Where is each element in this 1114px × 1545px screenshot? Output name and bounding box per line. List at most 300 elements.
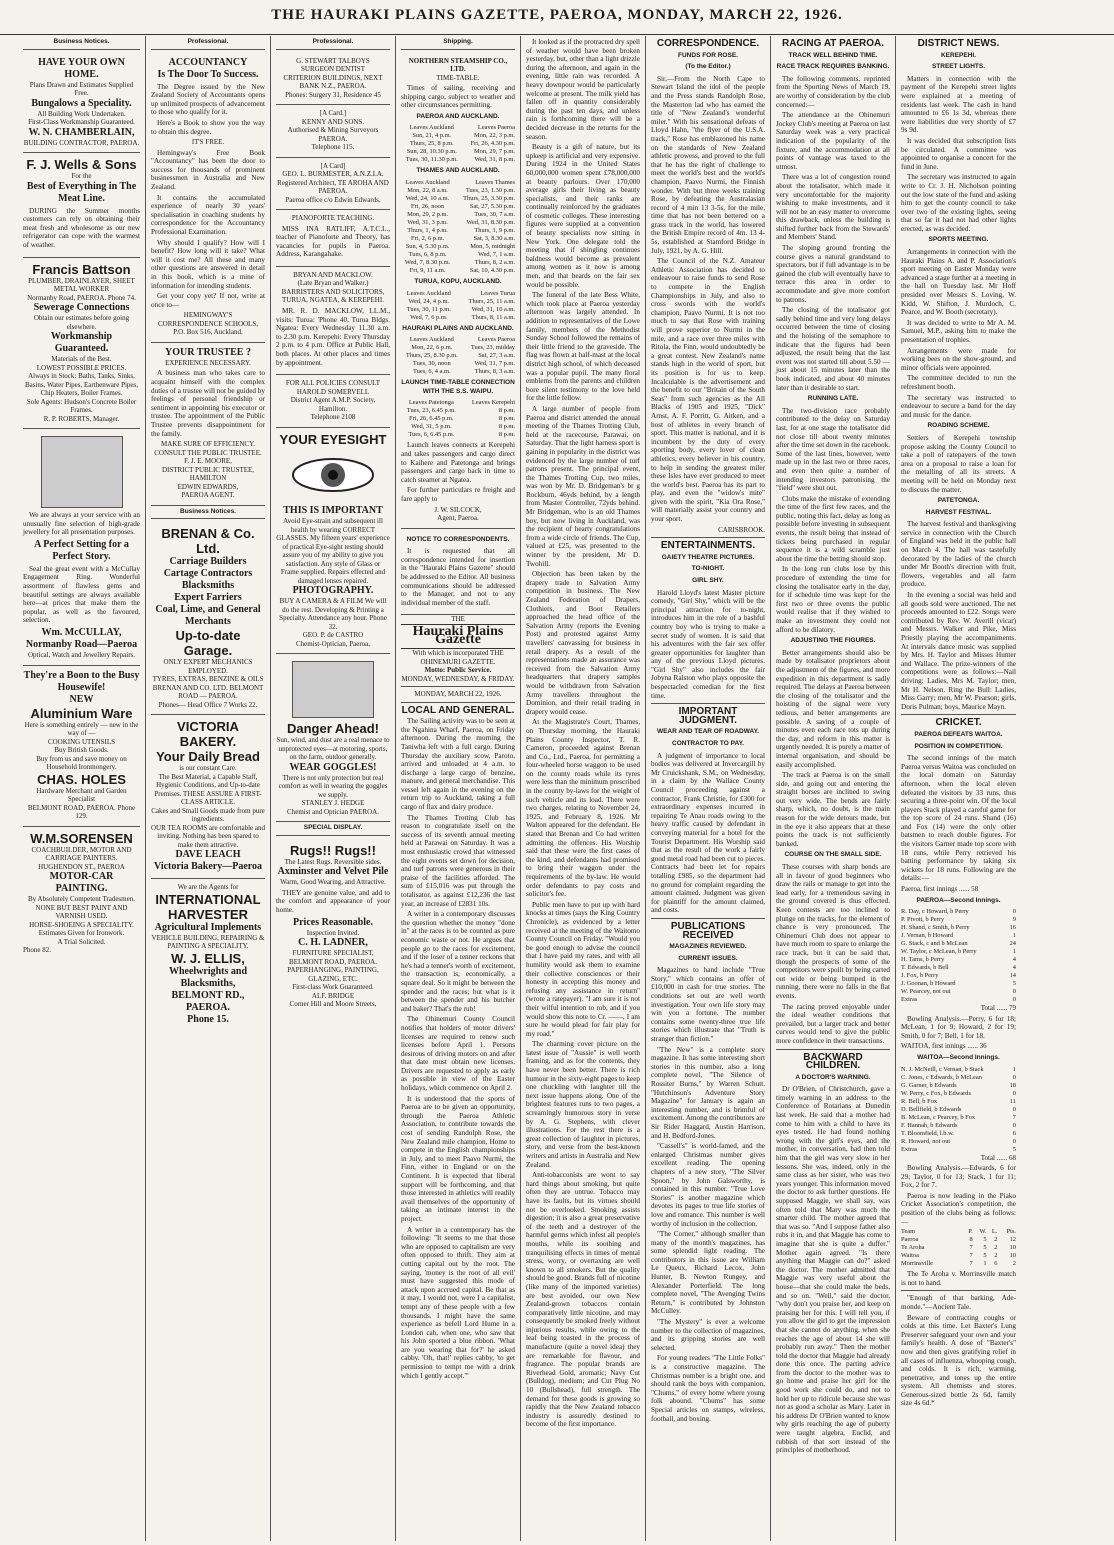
- ad-address: Paeroa office c/o Edwin Edwards.: [285, 195, 381, 204]
- bowling-analysis: Bowling Analysis.—Edwards, 6 for 29; Taylor, 0 for 13; Stack, 1 for 11; Fox, 2 for 7.: [901, 1164, 1016, 1190]
- ad-line: Obtain our estimates before going elsewhere.: [33, 314, 130, 331]
- table-row: [401, 368, 515, 376]
- table-cell: Fri, 2, 6 p.m.: [410, 235, 445, 243]
- table-cell: 0: [1012, 988, 1016, 996]
- ad-role: Hardware Merchant and Garden Specialist: [36, 786, 127, 803]
- table-cell: G. Garner, b Edwards: [901, 1081, 957, 1089]
- ad-line: EXPERIENCE NECESSARY.: [165, 358, 251, 367]
- article-paragraph: The racing proved enjoyable under the ideal weather conditions that prevailed, but a larger track and better curves would tend to give the public more confidence in their transactions.: [776, 1002, 890, 1045]
- table-cell: 1: [983, 1260, 987, 1268]
- ad-title: ACCOUNTANCY: [168, 56, 248, 68]
- table-row: [401, 227, 515, 235]
- table-cell: D. Bellfield, b Edwards: [901, 1105, 962, 1113]
- article-subtitle: STREET LIGHTS.: [931, 63, 986, 71]
- table-cell: B. McLean, c Pearcey, b Fox: [901, 1113, 976, 1121]
- table-cell: Wed, 31, 3 p.m.: [407, 219, 448, 227]
- ad-somervell: [276, 375, 390, 428]
- ad-paragraph: Here's a Book to show you the way to obtain this degree.: [151, 118, 265, 136]
- table-cell: Mon, 22, 3 p.m.: [473, 132, 515, 140]
- nameplate-motto: Motto: Public Service.: [424, 666, 492, 675]
- article-paragraph: For young readers "The Little Folks" is a constructive magazine. The Christmas number is a bright one, and should rank the boys with companion, "Chums," of every home where young folk abound. "Chums" has some Special articles on stamps, wireless, football, and boxing.: [651, 1354, 765, 1423]
- table-row: [401, 314, 515, 322]
- table-row: [401, 352, 515, 360]
- section-label: Business Notices.: [151, 506, 265, 520]
- table-cell: R. Day, c Howard, b Perry: [901, 908, 969, 916]
- ad-line: INTERNATIONAL HARVESTER: [155, 891, 261, 922]
- ad-body: For further particulars re freight and fare apply to: [401, 486, 515, 503]
- article-subtitle: GAIETY THEATRE PICTURES.: [661, 553, 755, 561]
- ad-name: CHAS. HOLES: [37, 771, 126, 787]
- ad-line: DAVE LEACH: [175, 849, 241, 861]
- ad-address: P.O. Box 516, Auckland.: [173, 328, 243, 337]
- ad-role: Optical, Watch and Jewellery Repairs.: [28, 651, 135, 659]
- table-row: [901, 916, 1016, 924]
- article-subtitle: PATETONGA.: [937, 497, 980, 505]
- ad-line: Here is something entirely — new in the way of —: [24, 720, 139, 737]
- ad-body: DURING the Summer months customers can rely on obtaining their meat fresh and wholesome as our new refrigerator can cope with the warmest of weather.: [23, 206, 140, 249]
- ad-address: Corner Hill and Moore Streets,: [289, 1000, 377, 1009]
- ad-line: A Trial Solicited.: [57, 937, 106, 946]
- table-cell: 0: [1012, 996, 1016, 1004]
- table-row: [401, 195, 515, 203]
- table-cell: 5: [983, 1252, 987, 1260]
- ad-line: Always in Stock: Baths, Tanks, Sinks, Basins, Water Pipes, Earthenware Pipes, Chip Heaters, Boiler Frames.: [24, 372, 139, 398]
- ad-line: Buy British Goods.: [54, 746, 109, 754]
- article-subtitle: SPORTS MEETING.: [928, 236, 989, 244]
- ad-sorensen: [23, 827, 140, 960]
- ad-role: FURNITURE SPECIALIST, BELMONT ROAD, PAEROA.: [289, 949, 377, 966]
- table-row: [901, 1098, 1016, 1106]
- article-subtitle: MAGAZINES REVIEWED.: [669, 943, 747, 951]
- ad-role: Chemist and Optician PAEROA.: [287, 807, 379, 816]
- table-cell: L.: [991, 1228, 998, 1236]
- table-cell: Thurs, 8, 3 a.m.: [474, 368, 515, 376]
- table-cell: 0: [1012, 1121, 1016, 1129]
- timetable: [401, 124, 515, 164]
- table-row: [901, 932, 1016, 940]
- ad-shipping: [401, 53, 515, 529]
- table-cell: Waitoa: [901, 1252, 919, 1260]
- table-cell: 2: [1012, 1260, 1016, 1268]
- table-row: [401, 407, 515, 415]
- article-title: PUBLICATIONS RECEIVED: [670, 920, 746, 941]
- article-paragraph: "Cassell's" is world-famed, and the enlarged Christmas number gives excellent reading. The opening chapters of a new story, "The Silver Spoon," by John Galsworthy, is contained in this number. "True Love Stories" is another magazine which devotes its pages to true life stories of love and romance. This number is well worthy of inclusion in the collection.: [651, 1142, 765, 1228]
- timetable: [401, 179, 515, 275]
- article-subtitle: ADJUSTING THE FIGURES.: [790, 637, 876, 645]
- ad-line: Workmanship Guaranteed.: [50, 331, 113, 355]
- eye-illustration: [288, 451, 378, 499]
- article-subtitle: TRACK WELL BEHIND TIME.: [788, 51, 878, 59]
- article-paragraph: Paeroa is now leading in the Piako Cricket Association's competition, the position of the clubs being as follows:—: [901, 1191, 1016, 1226]
- table-cell: Wed, 24, 10 a.m.: [405, 195, 450, 203]
- ad-ellis: [151, 879, 265, 1031]
- table-row: [401, 156, 515, 164]
- table-cell: Fri, 26, 6.45 p.m.: [409, 415, 454, 423]
- article-paragraph: The secretary was instructed to again write to Cr. J. H. Nicholson pointing out the low state of the fund and asking him to get the county council to take over two of the existing lights, seeing that so far it had not had other lights erected, as was decided.: [901, 173, 1016, 233]
- table-row: [401, 298, 515, 306]
- table-cell: Mon, 29, 7 p.m.: [473, 148, 515, 156]
- scorecard-total: Total ...... 68: [980, 1153, 1016, 1162]
- article-subtitle: A DOCTOR'S WARNING.: [795, 1073, 871, 1081]
- ad-line: is our constant Care.: [179, 764, 237, 773]
- ad-role: BUILDING CONTRACTOR, PAEROA.: [23, 138, 140, 147]
- ad-bryan-macklow: [276, 267, 390, 375]
- ad-line: The Latest Rugs. Reversible sides.: [284, 857, 382, 866]
- ad-role: Wheelwrights and Blacksmiths,: [168, 965, 248, 989]
- table-row: [901, 1130, 1016, 1138]
- table-cell: 2: [994, 1236, 998, 1244]
- bowling-analysis: Bowling Analysis.—Perry, 6 for 18; McLean, 1 for 9; Howard, 2 for 19; Smith, 0 for 7; Bell, 1 for 18.: [901, 1014, 1016, 1040]
- table-row: [401, 344, 515, 352]
- ad-burmester: [276, 158, 390, 211]
- table-cell: W.: [979, 1228, 987, 1236]
- article-subtitle: WEAR AND TEAR OF ROADWAY.: [656, 728, 760, 736]
- article-title: BACKWARD CHILDREN.: [803, 1051, 863, 1072]
- table-cell: Thurs, 25, 3.30 p.m.: [463, 195, 515, 203]
- table-row: [901, 908, 1016, 916]
- table-cell: Fri, 26, noon: [411, 203, 445, 211]
- ad-line: Prices Reasonable.: [293, 916, 373, 928]
- ad-name: STANLEY J. HEDGE: [301, 799, 365, 808]
- article-paragraph: The second innings of the match Paeroa versus Waitoa was concluded on the local domain on Saturday afternoon, when the local eleven defeated the visitors by 33 runs, thus securing a three-point win. Of the local players Stack played a careful game for the top score of 24 runs. Shand (16) and Fox (14) were the only other batsmen to reach double figures. For the visitors Garner made top score with 18 runs, while Perry retrieved his batting performance by taking six wickets for 18 runs. Following are the details:—: [901, 754, 1016, 883]
- ad-name: GEO. P. de CASTRO: [302, 631, 364, 640]
- article-title: RACING AT PAEROA.: [781, 38, 885, 49]
- ad-name: W. J. ELLIS,: [171, 950, 245, 966]
- column-6: [646, 36, 771, 1541]
- table-row: [901, 948, 1016, 956]
- table-cell: 0: [1012, 1073, 1016, 1081]
- table-cell: Leaves Patetonga: [408, 399, 454, 407]
- ad-line: BRENAN AND CO. LTD. BELMONT ROAD — PAEROA.: [152, 683, 264, 701]
- ad-role: Agent, Paeroa.: [437, 514, 479, 523]
- ad-title: FOR ALL POLICIES CONSULT: [285, 379, 381, 388]
- table-cell: Wed, 31, 10 a.m.: [471, 305, 515, 313]
- article-paragraph: It was decided that subscription lists be circulated. A committee was appointed to organise a concert for the fund in June.: [901, 136, 1016, 171]
- table-cell: T. Bloomfield, l.b.w.: [901, 1129, 954, 1137]
- ad-brenan: [151, 522, 265, 715]
- article-title: ENTERTAINMENTS.: [660, 540, 756, 552]
- scorecard-subheading: WAITOA—Second Innings.: [917, 1053, 1000, 1061]
- table-row: [401, 148, 515, 156]
- article-subtitle: KEREPEHI.: [940, 51, 977, 59]
- table-cell: Wed, 31, 8 p.m.: [474, 156, 515, 164]
- table-cell: Sun, 28, 10.30 p.m.: [406, 148, 457, 156]
- table-cell: T. Edwards, b Bell: [901, 964, 949, 972]
- table-row: [401, 124, 515, 132]
- article-paragraph: The Council of the N.Z. Amateur Athletic Association has decided to endeavour to raise funds to send Rose to compete in the English Championships in July, and also to cross swords with the world's champion, Paavo Nurmi. It is not too much to say that Rose with training will prove superior to Nurmi in the mile, and a race over three miles with Ritola, the Finn, would undoubtedly be a great contest. New Zealand's name stands high in the world of sport, but its position is for us to keep. Incalculable is the advertisement and the benefit to our "Britain of the South Seas" from such agencies as the All Blacks of 1905 and 1925, "Dick" Arnst, A. F. Porritt, G. Aitken, and a host of athletes in every branch of sport. This matter is national, and it is incumbent by the duty of every sporting body, every lover of clean athletics, every believer in his country, to help in sending the greatest miler these Isles have ever produced to meet the world's best. Paeroa has its part to play, and even the "widow's mite" given with the spirit, "Kia Ora Rose," will materially assist your country and your sport.: [651, 257, 765, 524]
- table-cell: Leaves Turua: [480, 289, 515, 297]
- table-row: [901, 1082, 1016, 1090]
- nameplate-incorporated: With which is incorporated THE OHINEMURI GAZETTE.: [412, 649, 504, 666]
- table-cell: 8 p.m.: [498, 407, 515, 415]
- ad-body: Avoid Eye-strain and subsequent ill health by wearing CORRECT GLASSES. My fifteen years' experience of practical Eye-sight testing should assure you of my ability to give you satisfaction. Any style of Glass or Frame supplied. Repairs effected and damaged lenses repaired.: [276, 517, 390, 585]
- table-row: [401, 399, 515, 407]
- ad-line: [A Card.]: [319, 109, 347, 118]
- ad-subtitle: TIME-TABLE.: [436, 73, 480, 82]
- table-cell: G. Stack, c and b McLean: [901, 940, 968, 948]
- ad-role: PLUMBER, DRAINLAYER, SHEET METAL WORKER: [28, 276, 135, 294]
- table-row: [401, 290, 515, 298]
- table-cell: 4: [1012, 956, 1016, 964]
- table-row: [401, 219, 515, 227]
- ad-name: EDWIN EDWARDS,: [177, 482, 239, 491]
- ad-hedge: [276, 654, 390, 822]
- section-label: Shipping.: [401, 36, 515, 50]
- article-paragraph: The track at Paeroa is on the small side, and going out and entering the straight horses are inclined to swing out very wide. The bends are fairly sharp, which, no doubt, is the main reason for the wide detours made, but in the eye it also appears that at these points the track is not sufficiently banked.: [776, 771, 890, 848]
- ad-role: Authorised & Mining Surveyors PAEROA.: [287, 126, 379, 143]
- article-paragraph: It is understood that the sports of Paeroa are to be given an opportunity, through the Paeroa Athletic Association, to contribute towards the cost of sending Randolph Rose, the New Zealand mile champion, Home to compete in the English championships in July, and to meet Paavo Nurmi, the Finn, either in England or on the Continent. It is expected that liberal support will be forthcoming, and that those interested in athletics will readily avail themselves of the opportunity of taking an intimate interest in the project.: [401, 1094, 515, 1223]
- table-cell: Wed, 7, 1 a.m.: [478, 251, 515, 259]
- table-cell: Thurs, 8, 11 a.m.: [471, 313, 515, 321]
- table-row: [401, 179, 515, 187]
- article-paragraph: In the evening a social was held and all goods sold were auctioned. The net proceeds amounted to £22. Songs were contributed by Rev. W. Averill (vicar) and Messrs. Walker and Pike, Miss Priestly playing the accompaniments. At intervals dance music was supplied by Mrs. H. Taylor and Misses Hunter and Wallace. The prize-winners of the competitions were as follows:—Nail driving: Ladies, Mrs M. Taylor; men, Mr H. Nelson. Ring the Bull: Ladies, Miss Garry; men, Mr W. Pearson; girls, Doris Pulman; boys, Maurice Mayn.: [901, 591, 1016, 711]
- ad-chamberlain: [23, 53, 140, 154]
- article-paragraph: These courses with sharp bends are all in favour of good beginners who draw the rails or manage to get into the lead early, for a tremendous saving in the ground covered is thus effected. Keen contests are too inclined to plunge on the tracks, for the element of chance is very pronounced. The Ohinemuri Club does not appear to have much room to spare to enlarge the race track, but it can be said that, though the prospects of some of the competitors were spoilt by being carted out wide or being bumped in the running, there were no falls in the flat events.: [776, 863, 890, 1000]
- ad-address: BELMONT RD., PAEROA.: [171, 989, 245, 1013]
- table-cell: Tues, 30, 11.30 p.m.: [405, 156, 458, 164]
- ad-name: HEMINGWAY'S CORRESPONDENCE SCHOOLS,: [158, 311, 258, 328]
- notice-title: NOTICE TO CORRESPONDENTS.: [406, 535, 510, 543]
- scorecard: [901, 908, 1016, 1004]
- table-cell: 5: [1012, 1145, 1016, 1153]
- article-subtitle: POSITION IN COMPETITION.: [914, 742, 1003, 750]
- timetable: [401, 399, 515, 439]
- ad-name: W.M.SORENSEN: [30, 830, 133, 846]
- table-cell: Team: [901, 1228, 916, 1236]
- table-cell: 0: [1012, 1089, 1016, 1097]
- ad-line: First-Class Workmanship Guaranteed.: [28, 118, 135, 127]
- table-cell: Paeroa: [901, 1236, 919, 1244]
- page-columns: [18, 36, 1108, 1541]
- article-subtitle: CONTRACTOR TO PAY.: [672, 740, 744, 748]
- article-title: IMPORTANT JUDGMENT.: [678, 706, 738, 726]
- nameplate-days: MONDAY, WEDNESDAY, & FRIDAY.: [401, 674, 515, 683]
- ad-line: Coal, Lime, and General Merchants: [155, 604, 261, 628]
- table-cell: 1: [1012, 932, 1016, 940]
- ad-paragraph: Hemingway's Free Book "Accountancy" has been the door to success for thousands of prominent businessmen in Australia and New Zealand.: [151, 148, 265, 192]
- table-cell: Mon, 22, 6 p.m.: [411, 344, 453, 352]
- ad-line: Estimates Given for Ironwork.: [38, 929, 125, 937]
- ad-name: J. W. SILCOCK,: [434, 505, 482, 514]
- ad-phone: Phones: Surgery 31, Residence 45: [285, 90, 381, 99]
- column-5: [521, 36, 646, 1541]
- timetable-heading: LAUNCH TIME-TABLE CONNECTION WITH THE S.S. WAIPU.: [401, 379, 515, 395]
- ad-role: (Late Bryan and Walker.) BARRISTERS AND SOLICITORS, TURUA, NGATEA, & KEREPEHI.: [281, 279, 385, 305]
- table-cell: J. Vernan, b Howard: [901, 932, 954, 940]
- table-cell: 4: [1012, 964, 1016, 972]
- ad-hemingway: [151, 53, 265, 343]
- article-subtitle: RACE TRACK REQUIRES BANKING.: [776, 63, 890, 71]
- table-row: [401, 431, 515, 439]
- ad-line: For the: [71, 172, 92, 181]
- ad-role: Registered Architect, TE AROHA AND PAEROA.: [277, 178, 389, 196]
- ad-ladner: [276, 839, 390, 1014]
- ad-line: VEHICLE BUILDING, REPAIRING & PAINTING A SPECIALITY.: [151, 933, 265, 951]
- table-row: [901, 1236, 1016, 1244]
- table-cell: C. Jones, c Edwards, b McLean: [901, 1073, 982, 1081]
- table-cell: Fri, 26, 4.30 p.m.: [470, 140, 515, 148]
- table-cell: Tues, 6, 8 p.m.: [408, 251, 447, 259]
- table-row: [901, 940, 1016, 948]
- table-cell: R. Bell, b Fox: [901, 1097, 938, 1105]
- table-cell: Te Aroha: [901, 1244, 925, 1252]
- table-row: [901, 1138, 1016, 1146]
- article-paragraph: The Ohinemuri County Council notifies that holders of motor drivers' licenses are required to renew such licenses before April 1. Persons desirous of driving motors on and after that date must obtain new licenses. Drivers are requested to apply as early as possible in view of the Easter holidays, which commence on April 2.: [401, 1015, 515, 1093]
- table-row: [901, 1090, 1016, 1098]
- table-cell: 12: [1009, 1236, 1016, 1244]
- column-7: [771, 36, 896, 1541]
- ad-line: PAPERHANGING, PAINTING, GLAZING, ETC.: [287, 966, 379, 983]
- ad-title: A Perfect Setting for a Perfect Story.: [34, 538, 129, 562]
- ad-role: SURGEON DENTIST: [301, 65, 365, 74]
- ad-name: F. J. Wells & Sons: [26, 157, 137, 173]
- table-cell: Leaves Paeroa: [477, 336, 515, 344]
- ad-line: Buy from us and save money on Household Ironmongery.: [36, 754, 127, 771]
- table-cell: Wed, 31, 7 p.m.: [474, 360, 515, 368]
- article-subtitle: (To the Editor.): [685, 63, 731, 71]
- ad-line: IT'S FREE.: [191, 138, 225, 147]
- article-signature: CARISBROOK.: [718, 525, 765, 534]
- table-cell: Leaves Auckland: [405, 179, 450, 187]
- ad-line: First-class Work Guaranteed.: [292, 983, 374, 992]
- ad-public-trustee: [151, 343, 265, 506]
- article-paragraph: "The New" is a complete story magazine. It has some interesting short stories in this number, also a long complete novel, "The Silence of Rossiter Burns," by Warren Schutt. "Hutchinson's Adventure Story Magazine" for January is again an interesting number, and is brimful of excitement. Among the contributors are Sir Rider Haggard, Austin Harrison, and H. Bedford-Jones.: [651, 1045, 765, 1140]
- ad-subtitle: THIS IS IMPORTANT: [283, 505, 383, 517]
- ad-title: NORTHERN STEAMSHIP CO., LTD.: [408, 56, 508, 74]
- article-paragraph: The Sailing activity was to be seen at the Ngahina Wharf, Paeroa, on Friday afternoon. During the morning the Taniwha left with a full cargo. During Thursday the auxiliary scow, Paroto, arrived and unloaded at 4 a.m. to discharge a large cargo of benzine, manure, and general merchandise. This vessel left again in the evening on the return trip to Auckland, taking a full cargo of flax and dairy produce.: [401, 717, 515, 812]
- ad-title: PIANOFORTE TEACHING.: [291, 214, 375, 223]
- ad-line: OUR TEA ROOMS are comfortable and inviting. Nothing has been spared to make them attractive.: [151, 823, 265, 849]
- article-paragraph: Settlers of Kerepehi township propose asking the County Council to take a poll of ratepayers of the town area on a proposal to raise a loan for the metalling of all its streets. A meeting will be held on Monday next to discuss the matter.: [901, 433, 1016, 494]
- column-3: [271, 36, 396, 1541]
- motorist-illustration: [292, 661, 374, 718]
- timetable-heading: TURUA, KOPU, AUCKLAND.: [414, 278, 502, 286]
- article-title: CRICKET.: [935, 717, 982, 729]
- table-cell: J. Fox, b Perry: [901, 972, 939, 980]
- article-paragraph: The committee decided to run the refreshment booth.: [901, 374, 1016, 391]
- table-row: [901, 1146, 1016, 1154]
- ad-address: Normanby Road, PAEROA. Phone 74.: [27, 293, 136, 302]
- table-cell: Tues, 23, midday: [470, 344, 515, 352]
- column-1: [18, 36, 146, 1541]
- article-paragraph: The secretary was instructed to endeavour to secure a band for the day and music for the dance.: [901, 393, 1016, 419]
- table-cell: J. Goonan, b Howard: [901, 980, 956, 988]
- table-row: [901, 996, 1016, 1004]
- table-cell: Leaves Auckland: [409, 124, 454, 132]
- ad-title: Danger Ahead!: [287, 721, 379, 737]
- table-row: [901, 1260, 1016, 1268]
- article-paragraph: The sloping ground fronting the course gives a natural grandstand to spectators, but if full advantage is to be gained the club will eventually have to terrace this area in order to accommodate and give more comfort to patrons.: [776, 244, 890, 304]
- table-cell: 8: [969, 1236, 973, 1244]
- table-cell: 1: [1012, 1065, 1016, 1073]
- article-paragraph: It looked as if the protracted dry spell of weather would have been broken yesterday, but, other than a light drizzle during the afternoon, and again in the evening, little rain was recorded. A heavy downpour would be particularly welcome at present. The milk yield has fallen off in quantity considerably during the past ten days, and unless rain is forthcoming there will be a decided decrease in the returns for the season.: [526, 38, 640, 141]
- table-row: [401, 140, 515, 148]
- timetable-heading: HAURAKI PLAINS AND AUCKLAND.: [402, 324, 514, 332]
- table-row: [401, 423, 515, 431]
- ad-line: PHOTOGRAPHY.: [292, 585, 374, 597]
- table-cell: Sun, 4, 5.30 p.m.: [405, 243, 450, 251]
- table-cell: Mon, 22, 8 a.m.: [407, 187, 448, 195]
- jeweller-illustration: [41, 436, 123, 508]
- ad-line: By Absolutely Competent Tradesmen.: [28, 895, 135, 903]
- table-cell: 7: [1012, 1113, 1016, 1121]
- ad-victoria-bakery: [151, 715, 265, 879]
- scorecard-subheading: PAEROA—Second Innings.: [916, 896, 1001, 904]
- ad-line: LOWEST POSSIBLE PRICES.: [36, 363, 127, 372]
- table-cell: Tues, 6, 4 a.m.: [412, 368, 451, 376]
- ad-line: Aluminium Ware: [30, 705, 133, 721]
- ad-title: HAVE YOUR OWN HOME.: [38, 56, 125, 80]
- article-subtitle: COURSE ON THE SMALL SIDE.: [784, 851, 882, 859]
- table-cell: Sat, 27, 5.30 p.m.: [469, 203, 515, 211]
- table-cell: 6: [994, 1260, 998, 1268]
- table-cell: Leaves Auckland: [406, 289, 451, 297]
- ad-name: HAROLD SOMERVELL: [296, 387, 370, 396]
- ad-line: There is not only protection but real comfort as well in wearing the goggles we supply.: [278, 773, 388, 799]
- article-title: CORRESPONDENCE.: [656, 38, 760, 49]
- advertisement-paragraph: Beware of contracting coughs or colds at this time. Let Baxter's Lung Preserver safeguard your own and your family's health. A dose of "Baxter's" now and then gives gratifying relief in all cases of influenza, whooping cough, and colds. It is rich, warming, penetrative, and tones up the entire system. All chemists and stores. Generous-sized bottle 2s 6d, family size 4s 6d.*: [901, 1313, 1016, 1408]
- ad-line: NONE BUT BEST PAINT AND VARNISH USED.: [35, 903, 128, 920]
- table-cell: 9: [1012, 916, 1016, 924]
- ad-line: Cakes and Small Goods made from pure ingredients.: [151, 806, 265, 824]
- ad-body: Launch leaves connects at Kerepehi and takes passengers and cargo direct to Kaihere and Patetonga and brings passengers and cargo back in time to catch steamer at Ngatea.: [401, 441, 515, 484]
- table-cell: Leaves Auckland: [409, 336, 454, 344]
- ad-line: Up-to-date Garage.: [175, 628, 241, 659]
- article-paragraph: The harvest festival and thanksgiving service in connection with the Church of England was held in the public hall on March 4. The hall was tastefully decorated by the ladies of the church under Mr Booth's direction with fruit, flowers, vegetables and all farm produce.: [901, 520, 1016, 589]
- table-cell: R. Howard, not out: [901, 1137, 951, 1145]
- table-cell: 5: [1012, 980, 1016, 988]
- table-row: [401, 203, 515, 211]
- table-cell: Thurs, 25, 8.30 p.m.: [405, 352, 458, 360]
- ad-line: The Best Material, a Capable Staff, Hygienic Conditions, and Up-to-date Premises. THESE ASSURE A FIRST-CLASS ARTICLE.: [154, 772, 262, 807]
- table-cell: Tues, 23, 6.45 p.m.: [406, 407, 456, 415]
- ad-role: Chemist-Optician, Paeroa,: [295, 639, 371, 648]
- article-paragraph: Better arrangements should also be made by totalisator proprietors about the adjustment of the figures, and more expedition in this department is sadly required. The delays at Paeroa between the closing of the totalisator and the hoisting of the signal were very tedious, and better arrangements are possible. A saving of a couple of minutes even each race tots up during the day, and reform in this matter is urgently needed. It is purely a matter of internal organisation, and should be easily accomplished.: [776, 648, 890, 769]
- ad-line: NEW: [69, 693, 94, 705]
- table-row: [401, 211, 515, 219]
- table-cell: Wed, 7, 8.30 p.m.: [404, 259, 451, 267]
- ad-body: A business man who takes care to acquaint himself with the complex duties of a trustee will not be guided by feelings of personal friendship or sentiment in appointing his executor or trustee. The appointment of the Public Trustee prevents disappointment for the family.: [151, 369, 265, 438]
- table-cell: 8 p.m.: [498, 415, 515, 423]
- table-row: [401, 187, 515, 195]
- article-paragraph: A judgment of importance to local bodies was delivered at Invercargill by Mr Cruickshank, S.M., on Wednesday, in a claim by the Wallace County Council proceeding against a contractor, Frank Christie, for £300 for extraordinary expenses incurred in repairing Te Anau roads owing to the heavy traffic caused by defendant in conveying material for a hotel for the Tourist Department. His Worship said that as the result of the work a fairly good metal road had been cut to pieces. Contracts had been let for repairs totalling £985, so the department had no ground for complaint regarding the amount claimed. Judgment was given for plaintiff for the amount claimed, and costs.: [651, 751, 765, 915]
- ad-body: MR. R. D. MACKLOW, LL.M., visits: Turua: 'Phone 40, Turua Bldgs. Ngatea: Every Wednesday 11.30 a.m. to 2.30 p.m. Kerepehi: Every Thursday 2 p.m. to 4 p.m. Office at Public Hall, both places. At other places and times by appointment.: [276, 306, 390, 367]
- ad-title: YOUR TRUSTEE ?: [165, 346, 251, 358]
- section-label: Professional.: [276, 36, 390, 50]
- scorecard-heading: WAITOA, first innings ...... 36: [901, 1042, 987, 1051]
- ad-text: Seal the great event with a McCullay Engagement Ring. Wonderful assortment of flawless gems and beautiful settings are always available here—at prices that make them the popular, as well as the favoured, selection.: [23, 564, 140, 625]
- timetable: [401, 290, 515, 322]
- article-subtitle: FUNDS FOR ROSE.: [678, 51, 738, 59]
- timetable-heading: THAMES AND AUCKLAND.: [416, 167, 500, 175]
- table-row: [401, 235, 515, 243]
- ad-line: CONSULT THE PUBLIC TRUSTEE.: [154, 448, 262, 457]
- article-paragraph: Clubs make the mistake of extending the time of the first few races, and the public, noting this fact, delay as long as possible before investing in subsequent events, the result being that instead of tickets being purchased in regular sequence it is a wild scramble just about the time the betting should stop.: [776, 494, 890, 563]
- table-cell: 1: [1012, 948, 1016, 956]
- table-cell: W. Pearcey, not out: [901, 988, 951, 996]
- ad-name: GEO. L. BURMESTER, A.N.Z.I.A.: [282, 170, 384, 179]
- ad-de-castro: [276, 428, 390, 655]
- article-paragraph: At the Magistrate's Court, Thames, on Thursday morning, the Hauraki Plains County Inspector, T. R. Cameron, proceeded against Brenan and Co., Ltd., Paeroa, for permitting a four-wheeled horse waggon to be used on the county roads while its tyres were less than the minimum prescribed in the county by-laws for the weight of such vehicle and its load. There were two charges, relating to November 24, 1925, and February 8, 1926. Mr Walton appeared for the defendant. He stated that Brenan and Co had written admitting the offences. His Worship said that these were the first cases of the kind, and defendants had promised to bring their waggon under the requirements of the by-law. He would order defendants to pay costs and solicitor's fee.: [526, 718, 640, 899]
- table-cell: 0: [1012, 1105, 1016, 1113]
- ad-line: ONLY EXPERT MECHANICS EMPLOYED.: [163, 658, 253, 675]
- ad-role: DISTRICT PUBLIC TRUSTEE, HAMILTON: [161, 465, 255, 483]
- table-row: [901, 988, 1016, 996]
- article-paragraph: Objection has been taken by the drapery trade to Salvation Army competition in business. The New Zealand Federation of Drapers, Clothiers, and Boot Retailers approached the head office of the Salvation Army (reports the Evening Post) and protested against Army travellers' canvassing for business in retail drapery. As a result of the representations made an assurance was received from the Salvation Army headquarters that drapery samples would be withdrawn from Salvation Army travellers throughout the Dominion, and their retail trading in drapery would cease.: [526, 570, 640, 716]
- ad-title: YOUR EYESIGHT: [279, 431, 387, 447]
- ad-body: We are always at your service with an unusually fine selection of high-grade jewellery for all presentation purposes.: [23, 511, 140, 537]
- article-paragraph: The Thames Trotting Club has reason to congratulate itself on the success of its seventh annual meeting held at Parawai on Saturday. It was a most enthusiastic crowd that witnessed the eight events set down for decision, and turf patrons were generous in their praise of the facilities afforded. The sum of £15,016 was put through the totalisator, as against £12,236 the last year, an increase of £2831 10s.: [401, 813, 515, 908]
